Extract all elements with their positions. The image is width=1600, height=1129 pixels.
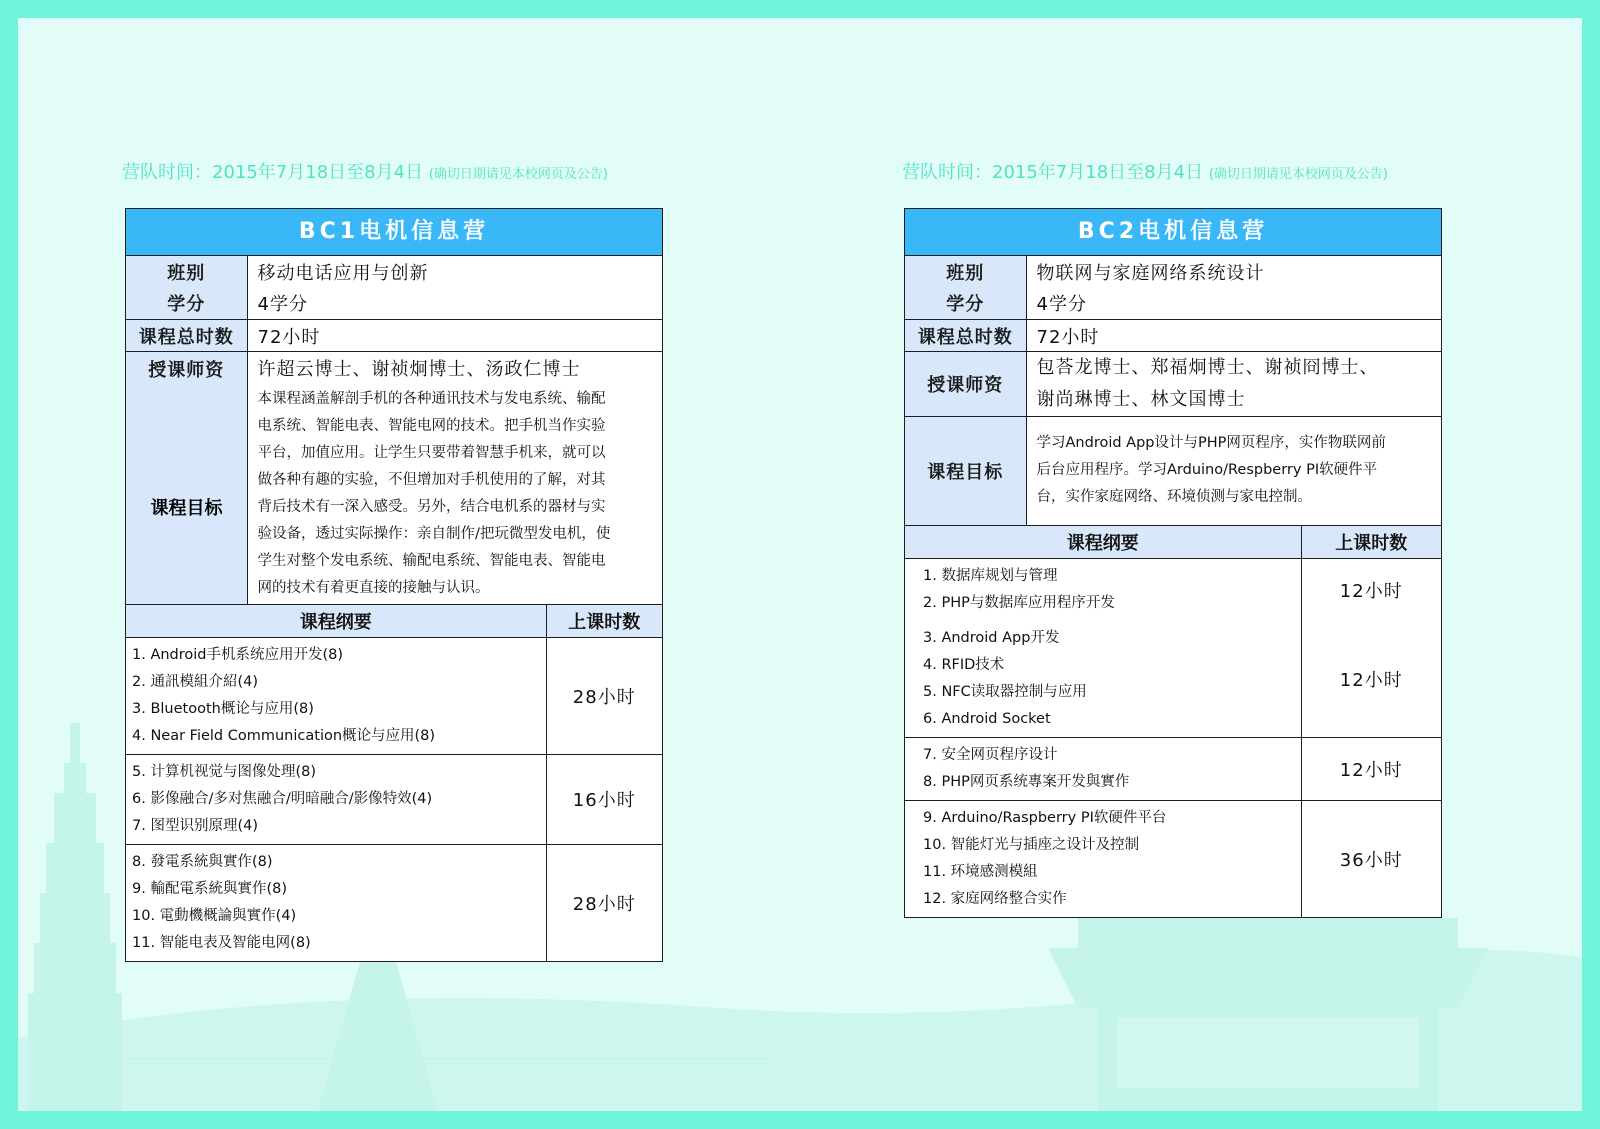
class-label: 班别 [905,256,1026,288]
goal-line: 背后技术有一深入感受。另外，结合电机系的器材与实 [257,498,606,515]
outline-item: 10. 電動機概論與實作(4) [132,907,297,924]
course-title: BC2电机信息营 [905,209,1441,255]
goal-line: 台，实作家庭网络、环境侦测与家电控制。 [1036,489,1312,506]
credit-label: 学分 [905,288,1026,320]
goal-line: 验设备，透过实际操作：亲自制作/把玩微型发电机，使 [257,525,611,542]
goal-text [1026,417,1441,525]
class-value: 移动电话应用与创新 [247,256,662,288]
total-hours-value: 72小时 [1026,320,1441,352]
goal-line: 本课程涵盖解剖手机的各种通讯技术与发电系统、输配 [257,390,606,407]
group-hours: 28小时 [546,844,662,961]
outline-item: 4. RFID技术 [923,656,1005,673]
outline-item: 12. 家庭网络整合实作 [923,890,1067,907]
teacher-label: 授课师资 [126,352,247,604]
outline-item: 9. Arduino/Raspberry PI软硬件平台 [923,809,1167,826]
outline-item: 9. 輸配電系統與實作(8) [132,880,287,897]
course-outline-table [905,525,1441,917]
outline-item: 2. PHP与数据库应用程序开发 [923,594,1115,611]
camp-period-text: 营队时间：2015年7月18日至8月4日 [122,162,424,183]
course-info-table [126,255,662,604]
camp-period-right [902,158,1388,184]
outline-group [126,844,546,961]
outline-item: 11. 环境感测模組 [923,863,1038,880]
course-info-table [905,255,1441,525]
goal-line: 平台，加值应用。让学生只要带着智慧手机来，就可以 [257,444,606,461]
teacher-value: 许超云博士、谢祯炯博士、汤政仁博士 [247,352,662,384]
goal-line: 做各种有趣的实验，不但增加对手机使用的了解，对其 [257,471,606,488]
page-background [18,18,1582,1111]
credit-value: 4学分 [1036,294,1087,316]
outline-item: 1. Android手机系统应用开发(8) [132,646,344,663]
outline-group [905,737,1301,800]
outline-item: 6. 影像融合/多对焦融合/明暗融合/影像特效(4) [132,790,433,807]
goal-line: 后台应用程序。学习Arduino/Respberry PI软硬件平 [1036,462,1378,479]
camp-period-note: (确切日期请见本校网页及公告) [428,167,608,182]
group-hours: 28小时 [546,637,662,754]
goal-line: 学习Android App设计与PHP网页程序，实作物联网前 [1036,435,1386,452]
total-hours-value: 72小时 [247,320,662,352]
teacher-line: 包荅龙博士、郑福炯博士、谢祯冏博士、 [1036,357,1379,378]
goal-line: 电系统、智能电表、智能电网的技术。把手机当作实验 [257,417,606,434]
teacher-label: 授课师资 [905,352,1026,417]
outline-item: 5. 计算机视觉与图像处理(8) [132,763,316,780]
total-hours-label: 课程总时数 [126,320,247,352]
credit-value: 4学分 [257,294,308,316]
outline-item: 10. 智能灯光与插座之设计及控制 [923,836,1140,853]
outline-item: 8. PHP网页系统專案开发與實作 [923,773,1130,790]
goal-line: 学生对整个发电系统、输配电系统、智能电表、智能电 [257,552,606,569]
outline-group [905,800,1301,917]
camp-period-note: (确切日期请见本校网页及公告) [1208,167,1388,182]
goal-label: 课程目标 [126,494,247,524]
camp-period-text: 营队时间：2015年7月18日至8月4日 [902,162,1204,183]
outline-item: 3. Android App开发 [923,629,1060,646]
course-card-bc1 [125,208,663,962]
outline-header: 课程纲要 [126,604,546,637]
outline-item: 6. Android Socket [923,710,1051,727]
teacher-value [1026,352,1441,417]
camp-period-left [122,158,608,184]
hours-header: 上课时数 [1301,525,1441,558]
group-hours: 16小时 [546,754,662,844]
outline-group [905,558,1301,621]
total-hours-label: 课程总时数 [905,320,1026,352]
outline-item: 3. Bluetooth概论与应用(8) [132,700,314,717]
outline-item: 8. 發電系統與實作(8) [132,853,273,870]
outline-item: 5. NFC读取器控制与应用 [923,683,1087,700]
teacher-line: 谢尚琳博士、林文国博士 [1036,389,1246,410]
outline-group [126,637,546,754]
group-hours: 12小时 [1301,558,1441,621]
outline-item: 4. Near Field Communication概论与应用(8) [132,727,436,744]
outline-item: 2. 通訊模組介紹(4) [132,673,258,690]
hours-header: 上课时数 [546,604,662,637]
class-label: 班别 [126,256,247,288]
outline-group [126,754,546,844]
class-value: 物联网与家庭网络系统设计 [1026,256,1441,288]
credit-label: 学分 [126,288,247,320]
outline-item: 7. 安全网页程序设计 [923,746,1058,763]
outline-item: 7. 图型识别原理(4) [132,817,258,834]
group-hours: 12小时 [1339,669,1403,691]
group-hours: 36小时 [1301,800,1441,917]
outline-header: 课程纲要 [905,525,1301,558]
course-title: BC1电机信息营 [126,209,662,255]
goal-text [247,384,662,604]
outline-item: 1. 数据库规划与管理 [923,567,1058,584]
outline-group [905,621,1301,738]
course-outline-table [126,604,662,961]
group-hours: 12小时 [1301,737,1441,800]
course-card-bc2 [904,208,1442,918]
goal-label: 课程目标 [905,417,1026,525]
outline-item: 11. 智能电表及智能电网(8) [132,934,311,951]
goal-line: 网的技术有着更直接的接触与认识。 [257,579,490,596]
